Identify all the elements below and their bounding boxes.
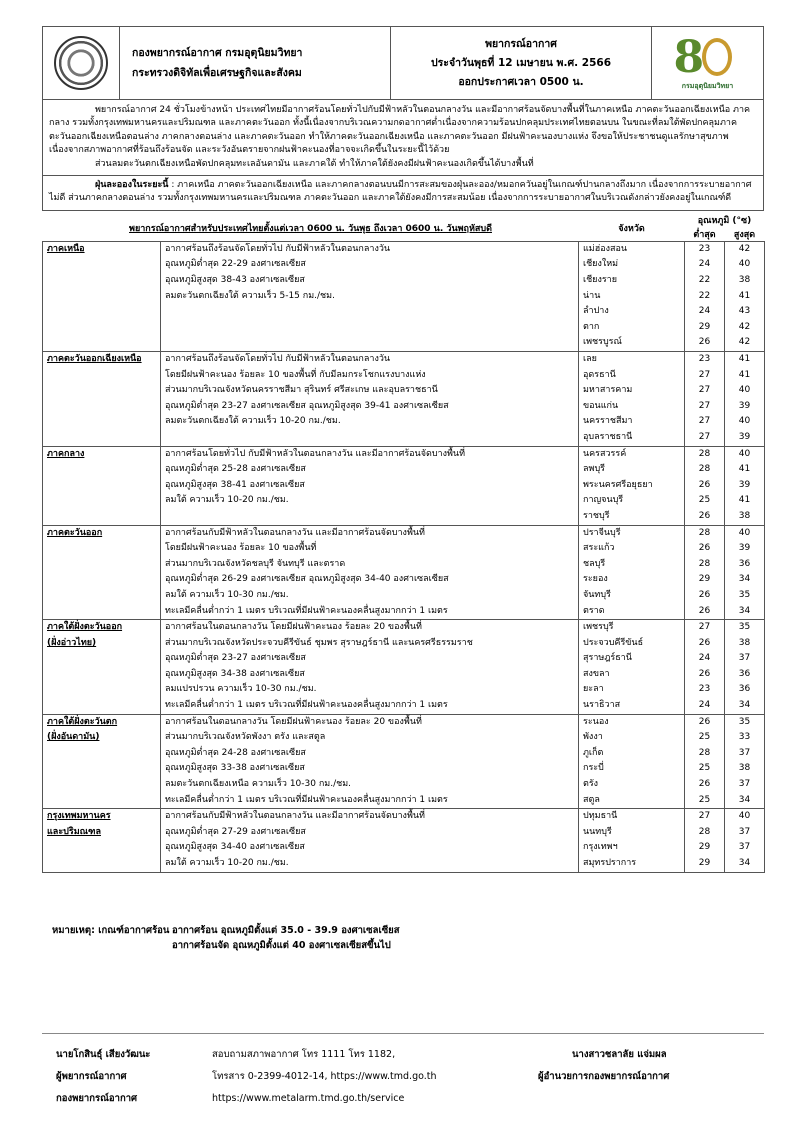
min-temp: 27: [698, 811, 711, 822]
director-name: นางสาวชลาลัย แจ่มผล: [572, 1049, 667, 1060]
min-temp: 26: [698, 779, 711, 790]
province-name: ภูเก็ต: [583, 747, 604, 758]
min-temp: 24: [698, 259, 711, 270]
province-name: จันทบุรี: [583, 589, 611, 600]
director-title: ผู้อำนวยการกองพยากรณ์อากาศ: [538, 1071, 670, 1082]
province-name: ตาก: [583, 321, 600, 332]
min-temp-list: [685, 809, 725, 872]
region-name-line: ภาคเหนือ: [47, 243, 85, 254]
region-name: [43, 620, 161, 715]
max-temp: 38: [738, 275, 751, 286]
min-temp-list: [685, 241, 725, 351]
forecast-line: อุณหภูมิสูงสุด 33-38 องศาเซลเซียส: [165, 763, 305, 774]
forecast-line: อุณหภูมิต่ำสุด 25-28 องศาเซลเซียส: [165, 464, 306, 475]
province-name: เพชรบูรณ์: [583, 337, 622, 348]
max-temp-list: [725, 352, 765, 447]
region-row: [43, 714, 765, 809]
min-temp: 29: [698, 858, 711, 868]
max-temp: 42: [738, 337, 751, 348]
region-forecast: [161, 352, 579, 447]
forecast-line: ส่วนมากบริเวณจังหวัดนครราชสีมา สุรินทร์ ศรีสะเกษ และอุบลราชธานี: [165, 385, 438, 396]
min-temp: 29: [698, 574, 711, 585]
region-row: [43, 525, 765, 620]
note-very-hot: อากาศร้อนจัด อุณหภูมิตั้งแต่ 40 องศาเซลเซียสขึ้นไป: [172, 940, 391, 951]
forecast-line: โดยมีฝนฟ้าคะนอง ร้อยละ 10 ของพื้นที่ กับมีลมกระโชกแรงบางแห่ง: [165, 369, 426, 380]
province-list: [579, 446, 685, 525]
max-temp-list: [725, 620, 765, 715]
region-forecast: [161, 446, 579, 525]
max-temp: 34: [738, 700, 751, 711]
region-row: [43, 446, 765, 525]
min-temp-list: [685, 446, 725, 525]
province-list: [579, 352, 685, 447]
forecast-line: อุณหภูมิต่ำสุด 27-29 องศาเซลเซียส: [165, 826, 306, 837]
max-temp: 40: [738, 385, 751, 396]
max-temp: 39: [738, 479, 751, 490]
forecast-line: อุณหภูมิสูงสุด 34-38 องศาเซลเซียส: [165, 668, 305, 679]
min-temp: 25: [698, 495, 711, 506]
max-temp: 38: [738, 763, 751, 774]
province-name: สระแก้ว: [583, 543, 615, 554]
province-name: นครราชสีมา: [583, 416, 633, 427]
province-name: เชียงใหม่: [583, 259, 619, 270]
contact-phone: สอบถามสภาพอากาศ โทร 1111 โทร 1182,: [212, 1049, 396, 1060]
province-list: [579, 714, 685, 809]
province-name: อุดรธานี: [583, 369, 616, 380]
forecast-line: อากาศร้อนในตอนกลางวัน โดยมีฝนฟ้าคะนอง ร้อยละ 20 ของพื้นที่: [165, 716, 422, 727]
note-label: หมายเหตุ: เกณฑ์อากาศร้อน: [52, 925, 170, 936]
min-temp: 28: [698, 558, 711, 569]
region-forecast: [161, 714, 579, 809]
dust-label: ฝุ่นละอองในระยะนี้: [95, 180, 169, 191]
max-temp: 37: [738, 826, 751, 837]
forecast-line: ส่วนมากบริเวณจังหวัดชลบุรี จันทบุรี และตราด: [165, 558, 346, 569]
max-temp: 39: [738, 431, 751, 442]
forecast-column-header: พยากรณ์อากาศสำหรับประเทศไทยตั้งแต่เวลา 0600 น. วันพุธ ถึงเวลา 0600 น. วันพฤหัสบดี: [129, 223, 492, 234]
max-temp: 35: [738, 589, 751, 600]
min-temp: 29: [698, 321, 711, 332]
director-signature: [538, 1044, 669, 1088]
province-list: [579, 525, 685, 620]
forecast-line: ลมแปรปรวน ความเร็ว 10-30 กม./ชม.: [165, 684, 317, 695]
department-cell: [120, 27, 391, 99]
max-temp: 40: [738, 259, 751, 270]
forecast-line: อากาศร้อนถึงร้อนจัดโดยทั่วไป กับมีฟ้าหลัวในตอนกลางวัน: [165, 243, 391, 254]
forecast-line: ลมใต้ ความเร็ว 10-30 กม./ชม.: [165, 589, 289, 600]
forecast-table: [42, 211, 765, 873]
province-list: [579, 620, 685, 715]
max-temp: 41: [738, 290, 751, 301]
heat-criteria-note: [52, 923, 400, 953]
min-temp: 26: [698, 337, 711, 348]
region-name: [43, 525, 161, 620]
logo-caption: กรมอุตุนิยมวิทยา: [681, 82, 734, 90]
min-temp: 28: [698, 464, 711, 475]
province-name: สุราษฎร์ธานี: [583, 653, 632, 664]
province-name: ระยอง: [583, 574, 608, 585]
region-name-line: ภาคใต้ฝั่งตะวันตก: [47, 716, 118, 727]
province-list: [579, 809, 685, 872]
max-temp: 40: [738, 527, 751, 538]
min-temp: 24: [698, 700, 711, 711]
title-cell: [391, 27, 652, 99]
document-title: พยากรณ์อากาศ: [485, 37, 557, 50]
forecast-line: อุณหภูมิต่ำสุด 23-27 องศาเซลเซียส: [165, 653, 306, 664]
max-temp: 41: [738, 354, 751, 364]
province-name: มหาสารคาม: [583, 385, 633, 396]
max-temp: 36: [738, 668, 751, 679]
forecast-line: อุณหภูมิสูงสุด 38-43 องศาเซลเซียส: [165, 275, 305, 286]
forecast-line: ลมใต้ ความเร็ว 10-20 กม./ชม.: [165, 858, 289, 868]
forecast-line: อากาศร้อนโดยทั่วไป กับมีฟ้าหลัวในตอนกลางวัน และมีอากาศร้อนจัดบางพื้นที่: [165, 448, 466, 459]
max-temp-list: [725, 714, 765, 809]
province-list: [579, 241, 685, 351]
max-temp: 34: [738, 858, 751, 868]
forecast-line: อุณหภูมิต่ำสุด 24-28 องศาเซลเซียส: [165, 747, 306, 758]
max-temp: 36: [738, 558, 751, 569]
province-name: นครสวรรค์: [583, 448, 627, 459]
province-name: ยะลา: [583, 684, 604, 695]
province-name: เลย: [583, 354, 597, 364]
forecast-line: ส่วนมากบริเวณจังหวัดประจวบคีรีขันธ์ ชุมพร สุราษฎร์ธานี และนครศรีธรรมราช: [165, 637, 473, 648]
max-temp: 36: [738, 684, 751, 695]
min-temp: 28: [698, 826, 711, 837]
max-temp-list: [725, 446, 765, 525]
max-temp: 34: [738, 574, 751, 585]
min-temp: 23: [698, 684, 711, 695]
max-temp: 33: [738, 732, 751, 743]
min-temp: 27: [698, 416, 711, 427]
dust-section: [42, 176, 764, 211]
contact-info: [212, 1044, 437, 1110]
summary-paragraph-1: พยากรณ์อากาศ 24 ชั่วโมงข้างหน้า ประเทศไทยมีอากาศร้อนโดยทั่วไปกับมีฟ้าหลัวในตอนกลางวัน และมีอากาศร้อนจัดบางพื้นที่ในภาคเหนือ ภาคตะวันออกเฉียงเหนือ ภาคกลาง รวมทั้งกรุงเทพมหานครและปริมณฑล และภาคตะวันออก ทั้งนี้เนื่องจากบริเวณความกดอากาศต่ำเนื่องจากความร้อนปกคลุมประเทศไทยตอนบน ในขณะที่ลมใต้พัดปกคลุมภาคตะวันออกเฉียงเหนือตอนล่าง ภาคกลางตอนล่าง และภาคตะวันออก ทำให้ภาคตะวันออกเฉียงเหนือ และภาคตะวันออก มีฝนฟ้าคะนองบางแห่ง จึงขอให้ประชาชนดูแลรักษาสุขภาพเนื่องจากสภาพอากาศที่ร้อนถึงร้อนจัด และระวังอันตรายจากฝนฟ้าคะนองที่อาจจะเกิดขึ้นในระยะนี้ไว้ด้วย: [49, 105, 751, 156]
contact-fax-web[interactable]: โทรสาร 0-2399-4012-14, https://www.tmd.go.th: [212, 1071, 437, 1082]
min-temp-list: [685, 525, 725, 620]
province-name: ชลบุรี: [583, 558, 606, 569]
province-name: กรุงเทพฯ: [583, 842, 618, 853]
min-temp: 27: [698, 369, 711, 380]
province-name: สงขลา: [583, 668, 610, 679]
forecast-line: ลมตะวันตกเฉียงใต้ ความเร็ว 5-15 กม./ชม.: [165, 290, 335, 301]
region-name-line: ภาคตะวันออกเฉียงเหนือ: [47, 354, 142, 364]
min-temp: 26: [698, 605, 711, 616]
region-name-line: กรุงเทพมหานคร: [47, 811, 111, 822]
max-temp: 40: [738, 416, 751, 427]
min-temp: 27: [698, 622, 711, 633]
max-temp: 37: [738, 779, 751, 790]
forecast-line: ลมใต้ ความเร็ว 10-20 กม./ชม.: [165, 495, 289, 506]
ministry-seal-cell: [43, 27, 120, 99]
region-name-line: ภาคกลาง: [47, 448, 85, 459]
max-temp: 41: [738, 464, 751, 475]
province-name: นราธิวาส: [583, 700, 621, 711]
min-temp-header: ต่ำสุด: [693, 229, 716, 240]
province-name: ระนอง: [583, 716, 609, 727]
forecast-date: ประจำวันพุธที่ 12 เมษายน พ.ศ. 2566: [431, 56, 611, 69]
max-temp: 34: [738, 605, 751, 616]
province-name: อุบลราชธานี: [583, 431, 633, 442]
min-temp: 25: [698, 763, 711, 774]
province-name: ตรัง: [583, 779, 599, 790]
max-temp: 37: [738, 842, 751, 853]
contact-service-link[interactable]: https://www.metalarm.tmd.go.th/service: [212, 1093, 405, 1104]
min-temp: 26: [698, 510, 711, 521]
forecast-line: อุณหภูมิต่ำสุด 22-29 องศาเซลเซียส: [165, 259, 306, 270]
min-temp: 28: [698, 448, 711, 459]
max-temp: 41: [738, 369, 751, 380]
forecast-line: อากาศร้อนกับมีฟ้าหลัวในตอนกลางวัน และมีอากาศร้อนจัดบางพื้นที่: [165, 811, 425, 822]
document-header: [42, 26, 764, 100]
max-temp: 42: [738, 243, 751, 254]
region-row: [43, 620, 765, 715]
province-column-header: จังหวัด: [618, 223, 645, 234]
min-temp: 26: [698, 479, 711, 490]
forecast-summary: [42, 100, 764, 176]
min-temp: 23: [698, 243, 711, 254]
province-name: ปราจีนบุรี: [583, 527, 621, 538]
max-temp: 37: [738, 653, 751, 664]
province-name: น่าน: [583, 290, 601, 301]
province-name: กระบี่: [583, 763, 604, 774]
province-name: ลำปาง: [583, 306, 609, 317]
max-temp-list: [725, 525, 765, 620]
footer-divider: [42, 1033, 764, 1034]
ministry-seal-icon: [54, 36, 108, 90]
note-hot: อากาศร้อน อุณหภูมิตั้งแต่ 35.0 - 39.9 องศาเซลเซียส: [172, 925, 400, 936]
province-name: พระนครศรีอยุธยา: [583, 479, 653, 490]
province-name: เพชรบุรี: [583, 622, 614, 633]
region-forecast: [161, 809, 579, 872]
forecaster-signature: [56, 1044, 150, 1110]
province-name: ขอนแก่น: [583, 400, 619, 411]
forecast-line: อุณหภูมิสูงสุด 34-40 องศาเซลเซียส: [165, 842, 305, 853]
region-name: [43, 714, 161, 809]
region-row: [43, 809, 765, 872]
forecast-line: ทะเลมีคลื่นต่ำกว่า 1 เมตร บริเวณที่มีฝนฟ้าคะนองคลื่นสูงมากกว่า 1 เมตร: [165, 794, 448, 805]
forecast-line: ทะเลมีคลื่นต่ำกว่า 1 เมตร บริเวณที่มีฝนฟ้าคะนองคลื่นสูงมากกว่า 1 เมตร: [165, 605, 448, 616]
min-temp: 28: [698, 527, 711, 538]
province-name: ลพบุรี: [583, 464, 605, 475]
province-name: ราชบุรี: [583, 510, 610, 521]
dust-text: : ภาคเหนือ ภาคตะวันออกเฉียงเหนือ และภาคกลางตอนบนมีการสะสมของฝุ่นละออง/หมอกควันอยู่ในเกณฑ์ปานกลางถึงมาก เนื่องจากการระบายอากาศไม่ดี ส่วนภาคกลางตอนล่าง รวมทั้งกรุงเทพมหานครและปริมณฑล ภาคตะวันออก และภาคใต้ยังคงมีการสะสมน้อย เนื่องจากการระบายอากาศในบริเวณดังกล่าวยังคงอยู่ในเกณฑ์ดี: [49, 180, 752, 204]
min-temp: 25: [698, 794, 711, 805]
forecast-document: [42, 26, 764, 873]
min-temp: 26: [698, 589, 711, 600]
max-temp: 40: [738, 811, 751, 822]
region-forecast: [161, 241, 579, 351]
min-temp: 26: [698, 543, 711, 554]
max-temp: 41: [738, 495, 751, 506]
province-name: เชียงราย: [583, 275, 618, 286]
min-temp: 27: [698, 385, 711, 396]
region-forecast: [161, 525, 579, 620]
region-name: [43, 352, 161, 447]
province-name: แม่ฮ่องสอน: [583, 243, 628, 254]
min-temp-list: [685, 714, 725, 809]
department-line-2: กระทรวงดิจิทัลเพื่อเศรษฐกิจและสังคม: [132, 67, 302, 79]
forecast-line: ส่วนมากบริเวณจังหวัดพังงา ตรัง และสตูล: [165, 732, 326, 743]
min-temp: 26: [698, 637, 711, 648]
region-name-line: ภาคใต้ฝั่งตะวันออก: [47, 622, 123, 633]
forecast-line: ทะเลมีคลื่นต่ำกว่า 1 เมตร บริเวณที่มีฝนฟ้าคะนองคลื่นสูงมากกว่า 1 เมตร: [165, 700, 448, 711]
min-temp-list: [685, 620, 725, 715]
max-temp-header: สูงสุด: [733, 229, 756, 240]
min-temp: 24: [698, 306, 711, 317]
forecaster-title: ผู้พยากรณ์อากาศ: [56, 1071, 127, 1082]
max-temp: 34: [738, 794, 751, 805]
min-temp: 23: [698, 354, 711, 364]
max-temp: 40: [738, 448, 751, 459]
min-temp: 26: [698, 716, 711, 727]
anniversary-logo-icon: 8 กรมอุตุนิยมวิทยา: [668, 32, 748, 94]
max-temp: 43: [738, 306, 751, 317]
forecaster-name: นายโกสินธุ์ เสียงวัฒนะ: [56, 1049, 151, 1060]
forecast-line: โดยมีฝนฟ้าคะนอง ร้อยละ 10 ของพื้นที่: [165, 543, 317, 554]
forecast-table-body: [43, 241, 765, 872]
min-temp: 29: [698, 842, 711, 853]
min-temp: 28: [698, 747, 711, 758]
max-temp: 35: [738, 622, 751, 633]
min-temp: 26: [698, 668, 711, 679]
forecast-line: อากาศร้อนถึงร้อนจัดโดยทั่วไป กับมีฟ้าหลัวในตอนกลางวัน: [165, 354, 391, 364]
max-temp: 38: [738, 510, 751, 521]
region-name-line: และปริมณฑล: [47, 826, 101, 837]
forecast-line: อากาศร้อนกับมีฟ้าหลัวในตอนกลางวัน และมีอากาศร้อนจัดบางพื้นที่: [165, 527, 425, 538]
forecast-line: อากาศร้อนในตอนกลางวัน โดยมีฝนฟ้าคะนอง ร้อยละ 20 ของพื้นที่: [165, 622, 422, 633]
min-temp: 24: [698, 653, 711, 664]
forecast-line: อุณหภูมิต่ำสุด 23-27 องศาเซลเซียส อุณหภูมิสูงสุด 39-41 องศาเซลเซียส: [165, 400, 449, 411]
region-name: [43, 446, 161, 525]
region-name: [43, 241, 161, 351]
province-name: พังงา: [583, 732, 603, 743]
summary-paragraph-2: ส่วนลมตะวันตกเฉียงเหนือพัดปกคลุมทะเลอันดามัน และภาคใต้ ทำให้ภาคใต้ยังคงมีฝนฟ้าคะนองเกิดขึ้นได้บางพื้นที่: [95, 158, 534, 169]
issue-time: ออกประกาศเวลา 0500 น.: [458, 75, 584, 88]
min-temp: 22: [698, 290, 711, 301]
region-row: [43, 352, 765, 447]
min-temp: 27: [698, 431, 711, 442]
province-name: สมุทรปราการ: [583, 858, 637, 868]
max-temp-list: [725, 241, 765, 351]
province-name: สตูล: [583, 794, 600, 805]
region-forecast: [161, 620, 579, 715]
forecast-line: ลมตะวันตกเฉียงใต้ ความเร็ว 10-20 กม./ชม.: [165, 416, 341, 427]
department-line-1: กองพยากรณ์อากาศ กรมอุตุนิยมวิทยา: [132, 47, 303, 59]
temperature-column-header: อุณหภูมิ (°ซ): [697, 215, 752, 226]
max-temp: 39: [738, 543, 751, 554]
min-temp: 22: [698, 275, 711, 286]
region-name-line: (ฝั่งอันดามัน): [47, 732, 100, 743]
max-temp: 38: [738, 637, 751, 648]
logo-cell: [652, 27, 763, 99]
region-name: [43, 809, 161, 872]
province-name: ปทุมธานี: [583, 811, 618, 822]
province-name: ประจวบคีรีขันธ์: [583, 637, 644, 648]
forecast-line: อุณหภูมิต่ำสุด 26-29 องศาเซลเซียส อุณหภูมิสูงสุด 34-40 องศาเซลเซียส: [165, 574, 449, 585]
region-name-line: (ฝั่งอ่าวไทย): [47, 637, 97, 648]
forecast-line: ลมตะวันตกเฉียงเหนือ ความเร็ว 10-30 กม./ชม.: [165, 779, 352, 790]
province-name: นนทบุรี: [583, 826, 612, 837]
province-name: กาญจนบุรี: [583, 495, 624, 506]
forecaster-department: กองพยากรณ์อากาศ: [56, 1093, 138, 1104]
min-temp-list: [685, 352, 725, 447]
forecast-line: อุณหภูมิสูงสุด 38-41 องศาเซลเซียส: [165, 479, 305, 490]
max-temp: 42: [738, 321, 751, 332]
max-temp-list: [725, 809, 765, 872]
min-temp: 25: [698, 732, 711, 743]
region-row: [43, 241, 765, 351]
min-temp: 27: [698, 400, 711, 411]
max-temp: 39: [738, 400, 751, 411]
max-temp: 37: [738, 747, 751, 758]
region-name-line: ภาคตะวันออก: [47, 527, 103, 538]
max-temp: 35: [738, 716, 751, 727]
province-name: ตราด: [583, 605, 605, 616]
